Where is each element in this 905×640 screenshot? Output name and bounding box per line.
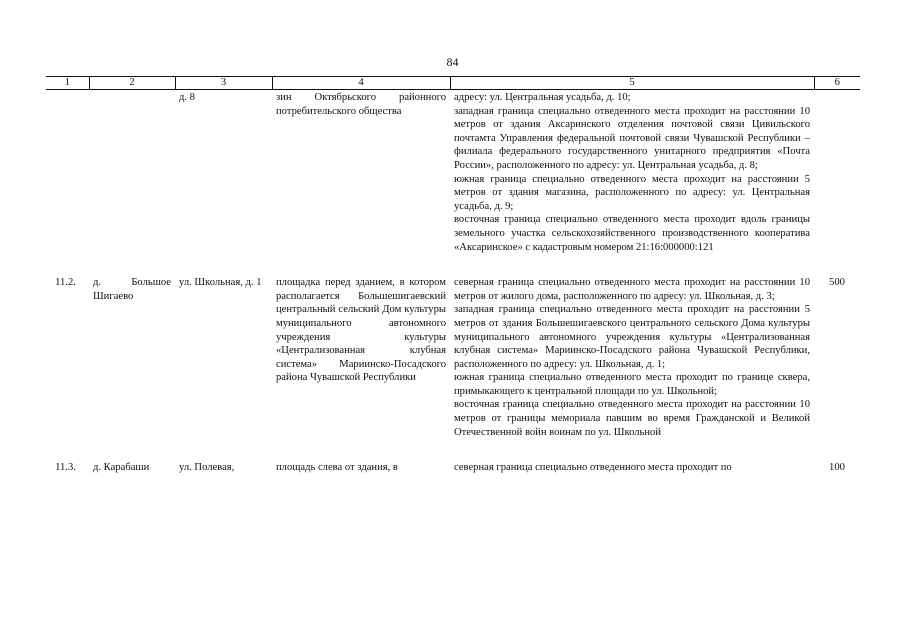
column-header: 5 xyxy=(450,77,814,90)
boundary-paragraph: восточная граница специально отведенного места проходит вдоль границы земельного участка сельскохозяйственного производственного кооператива «Аксаринское» с кадастровым номером 21:16:000000:121 xyxy=(454,214,810,253)
boundary-paragraph: западная граница специально отведенного места проходит на расстоянии 10 метров от здания Аксаринского отделения почтовой связи Цивильского почтамта Управления федеральной почтовой связи Чувашской Республики – филиала федерального государственного унитарного предприятия «Почта России», расположенного по адресу: ул. Центральная усадьба, д. 8; xyxy=(454,105,810,171)
row-number: 11.3. xyxy=(55,462,76,474)
boundary-paragraph: южная граница специально отведенного места проходит на расстоянии 5 метров от здания магазина, расположенного по адресу: ул. Центральная усадьба, д. 9; xyxy=(454,173,810,212)
row-number: 11.2. xyxy=(55,277,76,289)
locality-cell: д. Карабаши xyxy=(93,462,150,474)
place-cell: площадка перед зданием, в котором располагается Большешигаевский центральный сельский Дом культуры муниципального автономного учреждения культуры «Централизованная клубная система» Мариинско-Посадского района Чувашской Республики xyxy=(276,277,446,384)
area-cell xyxy=(814,90,860,255)
column-header: 2 xyxy=(89,77,175,90)
boundary-paragraph: северная граница специально отведенного места проходит на расстоянии 10 метров от жилого дома, расположенного по адресу: ул. Школьная, д. 3; xyxy=(454,277,810,302)
column-number-row xyxy=(46,77,860,90)
table-row xyxy=(46,275,860,439)
column-header: 6 xyxy=(814,77,860,90)
row-spacer xyxy=(46,439,860,460)
place-cell: зин Октябрьского районного потребительского общества xyxy=(276,92,446,117)
address-cell: ул. Школьная, д. 1 xyxy=(179,277,262,289)
page-number: 84 xyxy=(446,55,459,69)
column-header: 1 xyxy=(46,77,89,90)
boundaries-cell xyxy=(450,90,814,255)
column-header: 3 xyxy=(175,77,272,90)
boundary-paragraph: западная граница специально отведенного места проходит на расстоянии 5 метров от здания Большешигаевского центрального сельского Дома культуры муниципального автономного учреждения культуры «Централизованная клубная система» Мариинско-Посадского района Чувашской Республики, расположенного по адресу: ул. Школьная, д. 1; xyxy=(454,304,810,370)
locality-cell: д. Большое Шигаево xyxy=(93,277,171,302)
address-cell: д. 8 xyxy=(179,92,195,103)
boundaries-table xyxy=(46,76,860,475)
area-cell: 500 xyxy=(829,277,845,289)
table-row xyxy=(46,90,860,255)
locality-cell xyxy=(89,90,175,255)
boundary-paragraph: адресу: ул. Центральная усадьба, д. 10; xyxy=(454,92,631,103)
boundaries-cell xyxy=(450,460,814,475)
place-cell: площадь слева от здания, в xyxy=(276,462,398,474)
column-header: 4 xyxy=(272,77,450,90)
boundaries-cell xyxy=(450,275,814,439)
table-row xyxy=(46,460,860,475)
boundary-paragraph: восточная граница специально отведенного места проходит на расстоянии 10 метров от границы мемориала павшим во время Гражданской и Великой Отечественной войн воинам по ул. Школьной xyxy=(454,399,810,438)
address-cell: ул. Полевая, xyxy=(179,462,235,474)
area-cell: 100 xyxy=(829,462,845,474)
boundary-paragraph: северная граница специально отведенного места проходит по xyxy=(454,462,732,474)
row-number xyxy=(46,90,89,255)
boundary-paragraph: южная граница специально отведенного места проходит по границе сквера, примыкающего к центральной площади по ул. Школьной; xyxy=(454,372,810,397)
row-spacer xyxy=(46,254,860,275)
